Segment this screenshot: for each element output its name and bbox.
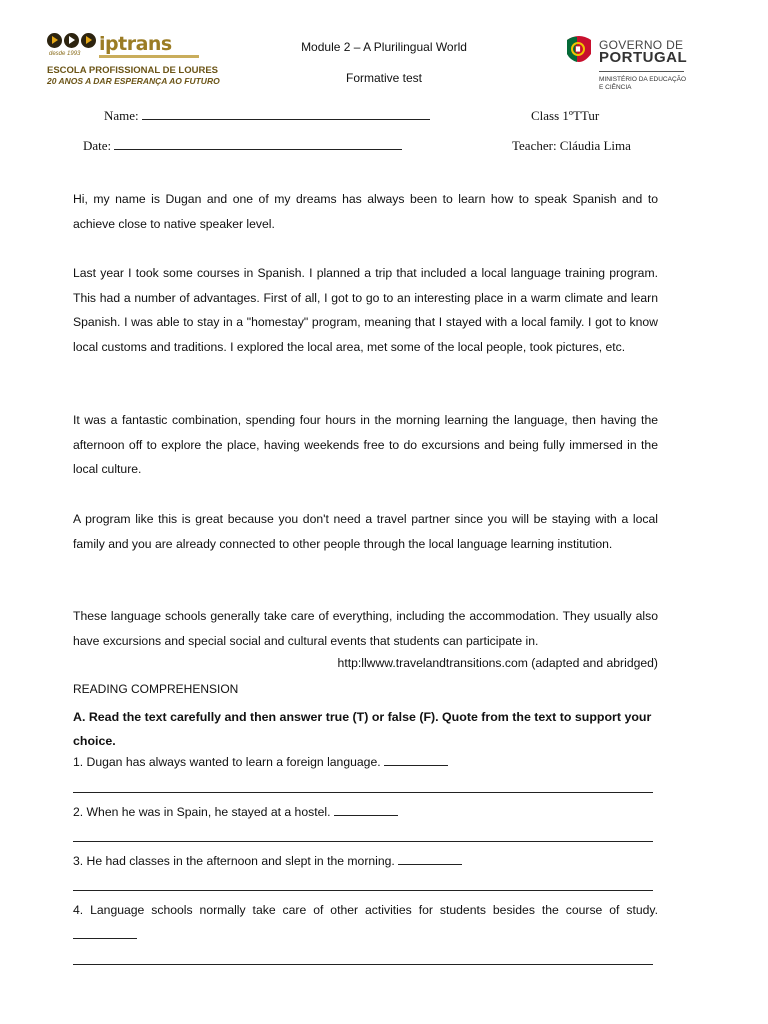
name-blank-line[interactable] — [142, 108, 430, 120]
date-blank-line[interactable] — [114, 138, 402, 150]
question-3 — [73, 849, 658, 874]
class-label: Class 1ºTTur — [531, 108, 600, 123]
question-1 — [73, 750, 658, 775]
question-text: 1. Dugan has always wanted to learn a foreign language. — [73, 755, 381, 769]
paragraph-4: A program like this is great because you don't need a travel partner since you will be staying with a local family and you are already connected to other people through the local language learning institution. — [73, 512, 658, 551]
quote-answer-line-2[interactable] — [73, 841, 653, 842]
date-field[interactable] — [83, 138, 402, 154]
question-4 — [73, 898, 658, 947]
logo-tagline-bar — [99, 55, 199, 58]
quote-answer-line-4[interactable] — [73, 964, 653, 965]
section-heading: READING COMPREHENSION — [73, 682, 239, 696]
school-motto: 20 ANOS A DAR ESPERANÇA AO FUTURO — [47, 76, 220, 86]
gov-logo-ministry — [599, 76, 686, 92]
logo-brand: iptrans — [99, 33, 172, 55]
name-label: Name: — [104, 108, 139, 123]
tf-answer-blank[interactable] — [384, 754, 448, 766]
government-logo — [564, 34, 688, 98]
question-text: 4. Language schools normally take care of other activities for students besides the course of study. — [73, 903, 658, 917]
exercise-instructions: A. Read the text carefully and then answer true (T) or false (F). Quote from the text to support your choice. — [73, 710, 652, 748]
paragraph-3: It was a fantastic combination, spending four hours in the morning learning the language, then having the afternoon off to explore the place, having weekends free to do excursions and being fully immersed in the local culture. — [73, 413, 658, 476]
ministry-line-1: MINISTÉRIO DA EDUCAÇÃO — [599, 76, 687, 83]
school-name: ESCOLA PROFISSIONAL DE LOURES — [47, 65, 219, 76]
question-2 — [73, 800, 658, 825]
question-text: 3. He had classes in the afternoon and slept in the morning. — [73, 854, 395, 868]
gov-logo-divider — [599, 71, 684, 72]
gov-logo-line2: PORTUGAL — [599, 49, 688, 66]
source-citation: http:llwww.travelandtransitions.com (adapted and abridged) — [337, 656, 658, 670]
logo-since: desde 1993 — [49, 51, 81, 57]
name-field[interactable] — [104, 108, 430, 124]
test-type: Formative test — [345, 71, 423, 85]
quote-answer-line-1[interactable] — [73, 792, 653, 793]
ministry-line-2: E CIÊNCIA — [599, 84, 632, 91]
paragraph-1: Hi, my name is Dugan and one of my dreams has always been to learn how to speak Spanish and to achieve close to native speaker level. — [73, 192, 658, 231]
paragraph-5: These language schools generally take care of everything, including the accommodation. They usually also have excursions and special social and cultural events that students can participate in. — [73, 609, 658, 648]
portugal-emblem-icon — [564, 34, 594, 68]
question-text: 2. When he was in Spain, he stayed at a hostel. — [73, 805, 331, 819]
teacher-label: Teacher: Cláudia Lima — [512, 138, 631, 153]
tf-answer-blank[interactable] — [334, 804, 398, 816]
date-label: Date: — [83, 138, 112, 153]
gov-logo-line1: GOVERNO DE — [599, 38, 684, 52]
quote-answer-line-3[interactable] — [73, 890, 653, 891]
tf-answer-blank[interactable] — [398, 853, 462, 865]
module-title: Module 2 – A Plurilingual World — [301, 40, 467, 54]
tf-answer-blank[interactable] — [73, 927, 137, 939]
paragraph-2: Last year I took some courses in Spanish. I planned a trip that included a local language training program. This had a number of advantages. First of all, I got to go to an interesting place in a warm climate and learn Spanish. I was able to stay in a "homestay" program, meaning that I stayed with a local family. I got to know local customs and traditions. I explored the local area, met some of the local people, took pictures, etc. — [73, 266, 658, 354]
